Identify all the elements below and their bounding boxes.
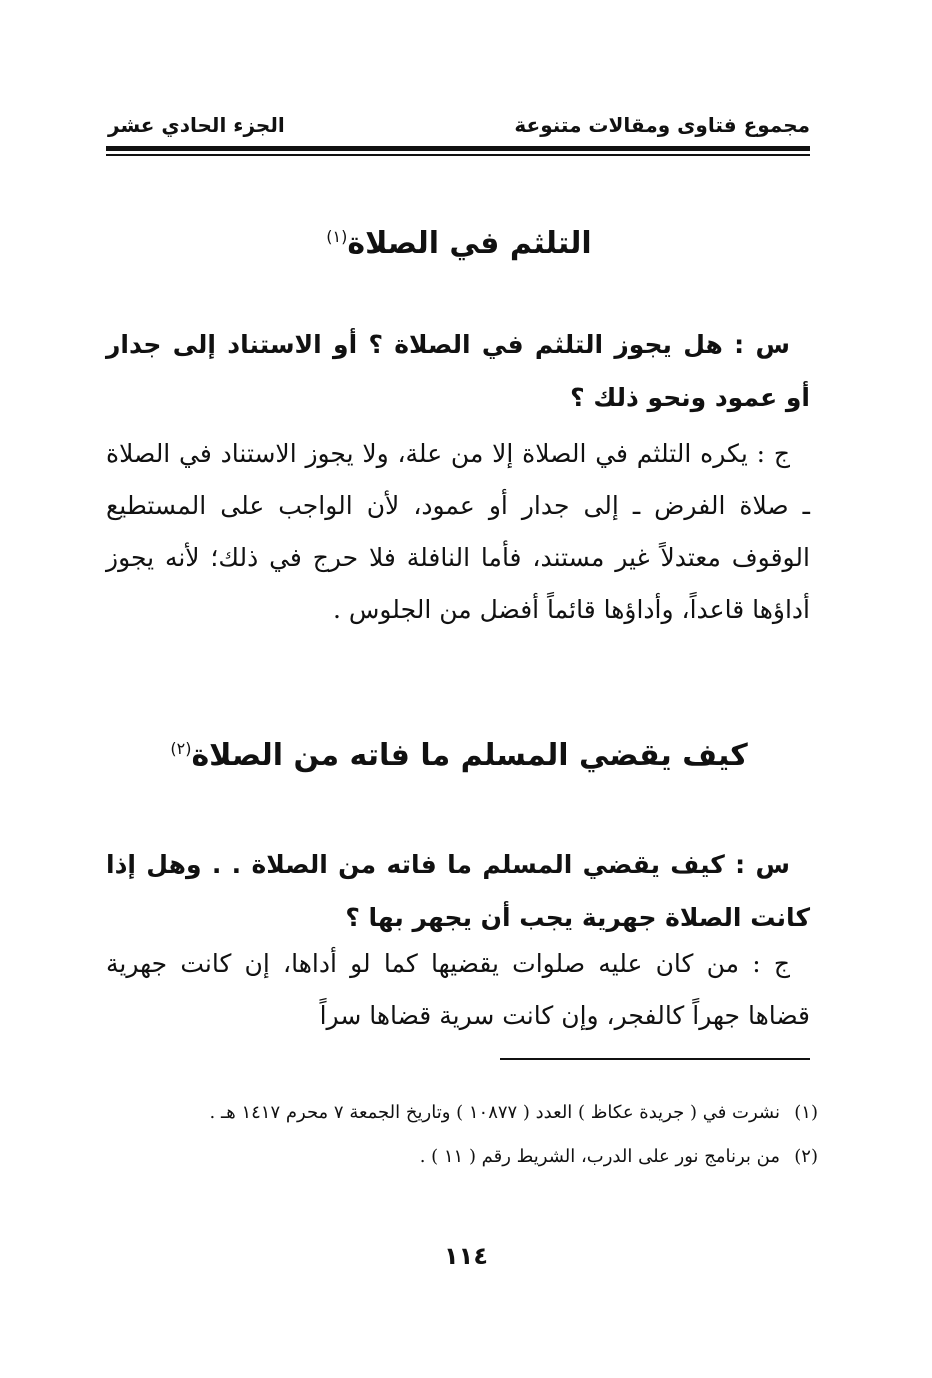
answer-1: [106, 428, 810, 636]
section-title-1: [108, 226, 810, 261]
question-2: [106, 838, 810, 944]
footnote-mark: (١): [326, 227, 348, 246]
question-text: س : كيف يقضي المسلم ما فاته من الصلاة . . وهل إذا كانت الصلاة جهرية يجب أن يجهر بها ؟: [106, 850, 810, 932]
answer-text: ج : من كان عليه صلوات يقضيها كما لو أداها، إن كانت جهرية قضاها جهراً كالفجر، وإن كانت سرية قضاها سراً: [106, 949, 810, 1030]
footnote-mark: (٢): [170, 739, 192, 758]
footnote-number: (٢): [794, 1146, 818, 1167]
footnote-number: (١): [794, 1102, 818, 1123]
question-1: [106, 318, 810, 424]
footnote-text: نشرت في ( جريدة عكاظ ) العدد ( ١٠٨٧٧ ) وتاريخ الجمعة ٧ محرم ١٤١٧ هـ .: [209, 1102, 780, 1123]
footnote-2: [108, 1138, 818, 1176]
page-number: ١١٤: [444, 1242, 488, 1270]
section-title-text: التلثم في الصلاة: [347, 226, 592, 261]
volume-label: الجزء الحادي عشر: [108, 113, 285, 137]
header-rule: [106, 146, 810, 156]
footnote-text: من برنامج نور على الدرب، الشريط رقم ( ١١ ) .: [419, 1146, 780, 1167]
question-text: س : هل يجوز التلثم في الصلاة ؟ أو الاستناد إلى جدار أو عمود ونحو ذلك ؟: [106, 330, 810, 412]
book-title: مجموع فتاوى ومقالات متنوعة: [514, 113, 810, 137]
header-rule-thick: [106, 146, 810, 151]
section-title-text: كيف يقضي المسلم ما فاته من الصلاة: [191, 738, 748, 773]
answer-2: [106, 938, 810, 1042]
running-header: [108, 108, 810, 142]
footnote-separator: [500, 1058, 810, 1060]
section-title-2: [108, 738, 810, 773]
header-rule-thin: [106, 154, 810, 156]
answer-text: ج : يكره التلثم في الصلاة إلا من علة، ولا يجوز الاستناد في الصلاة ـ صلاة الفرض ـ إلى جدار أو عمود، لأن الواجب على المستطيع الوقوف معتدلاً غير مستند، فأما النافلة فلا حرج في ذلك؛ لأنه يجوز أداؤها قاعداً، وأداؤها قائماً أفضل من الجلوس .: [106, 439, 810, 624]
footnote-1: [108, 1094, 818, 1132]
footnotes: [108, 1094, 818, 1176]
